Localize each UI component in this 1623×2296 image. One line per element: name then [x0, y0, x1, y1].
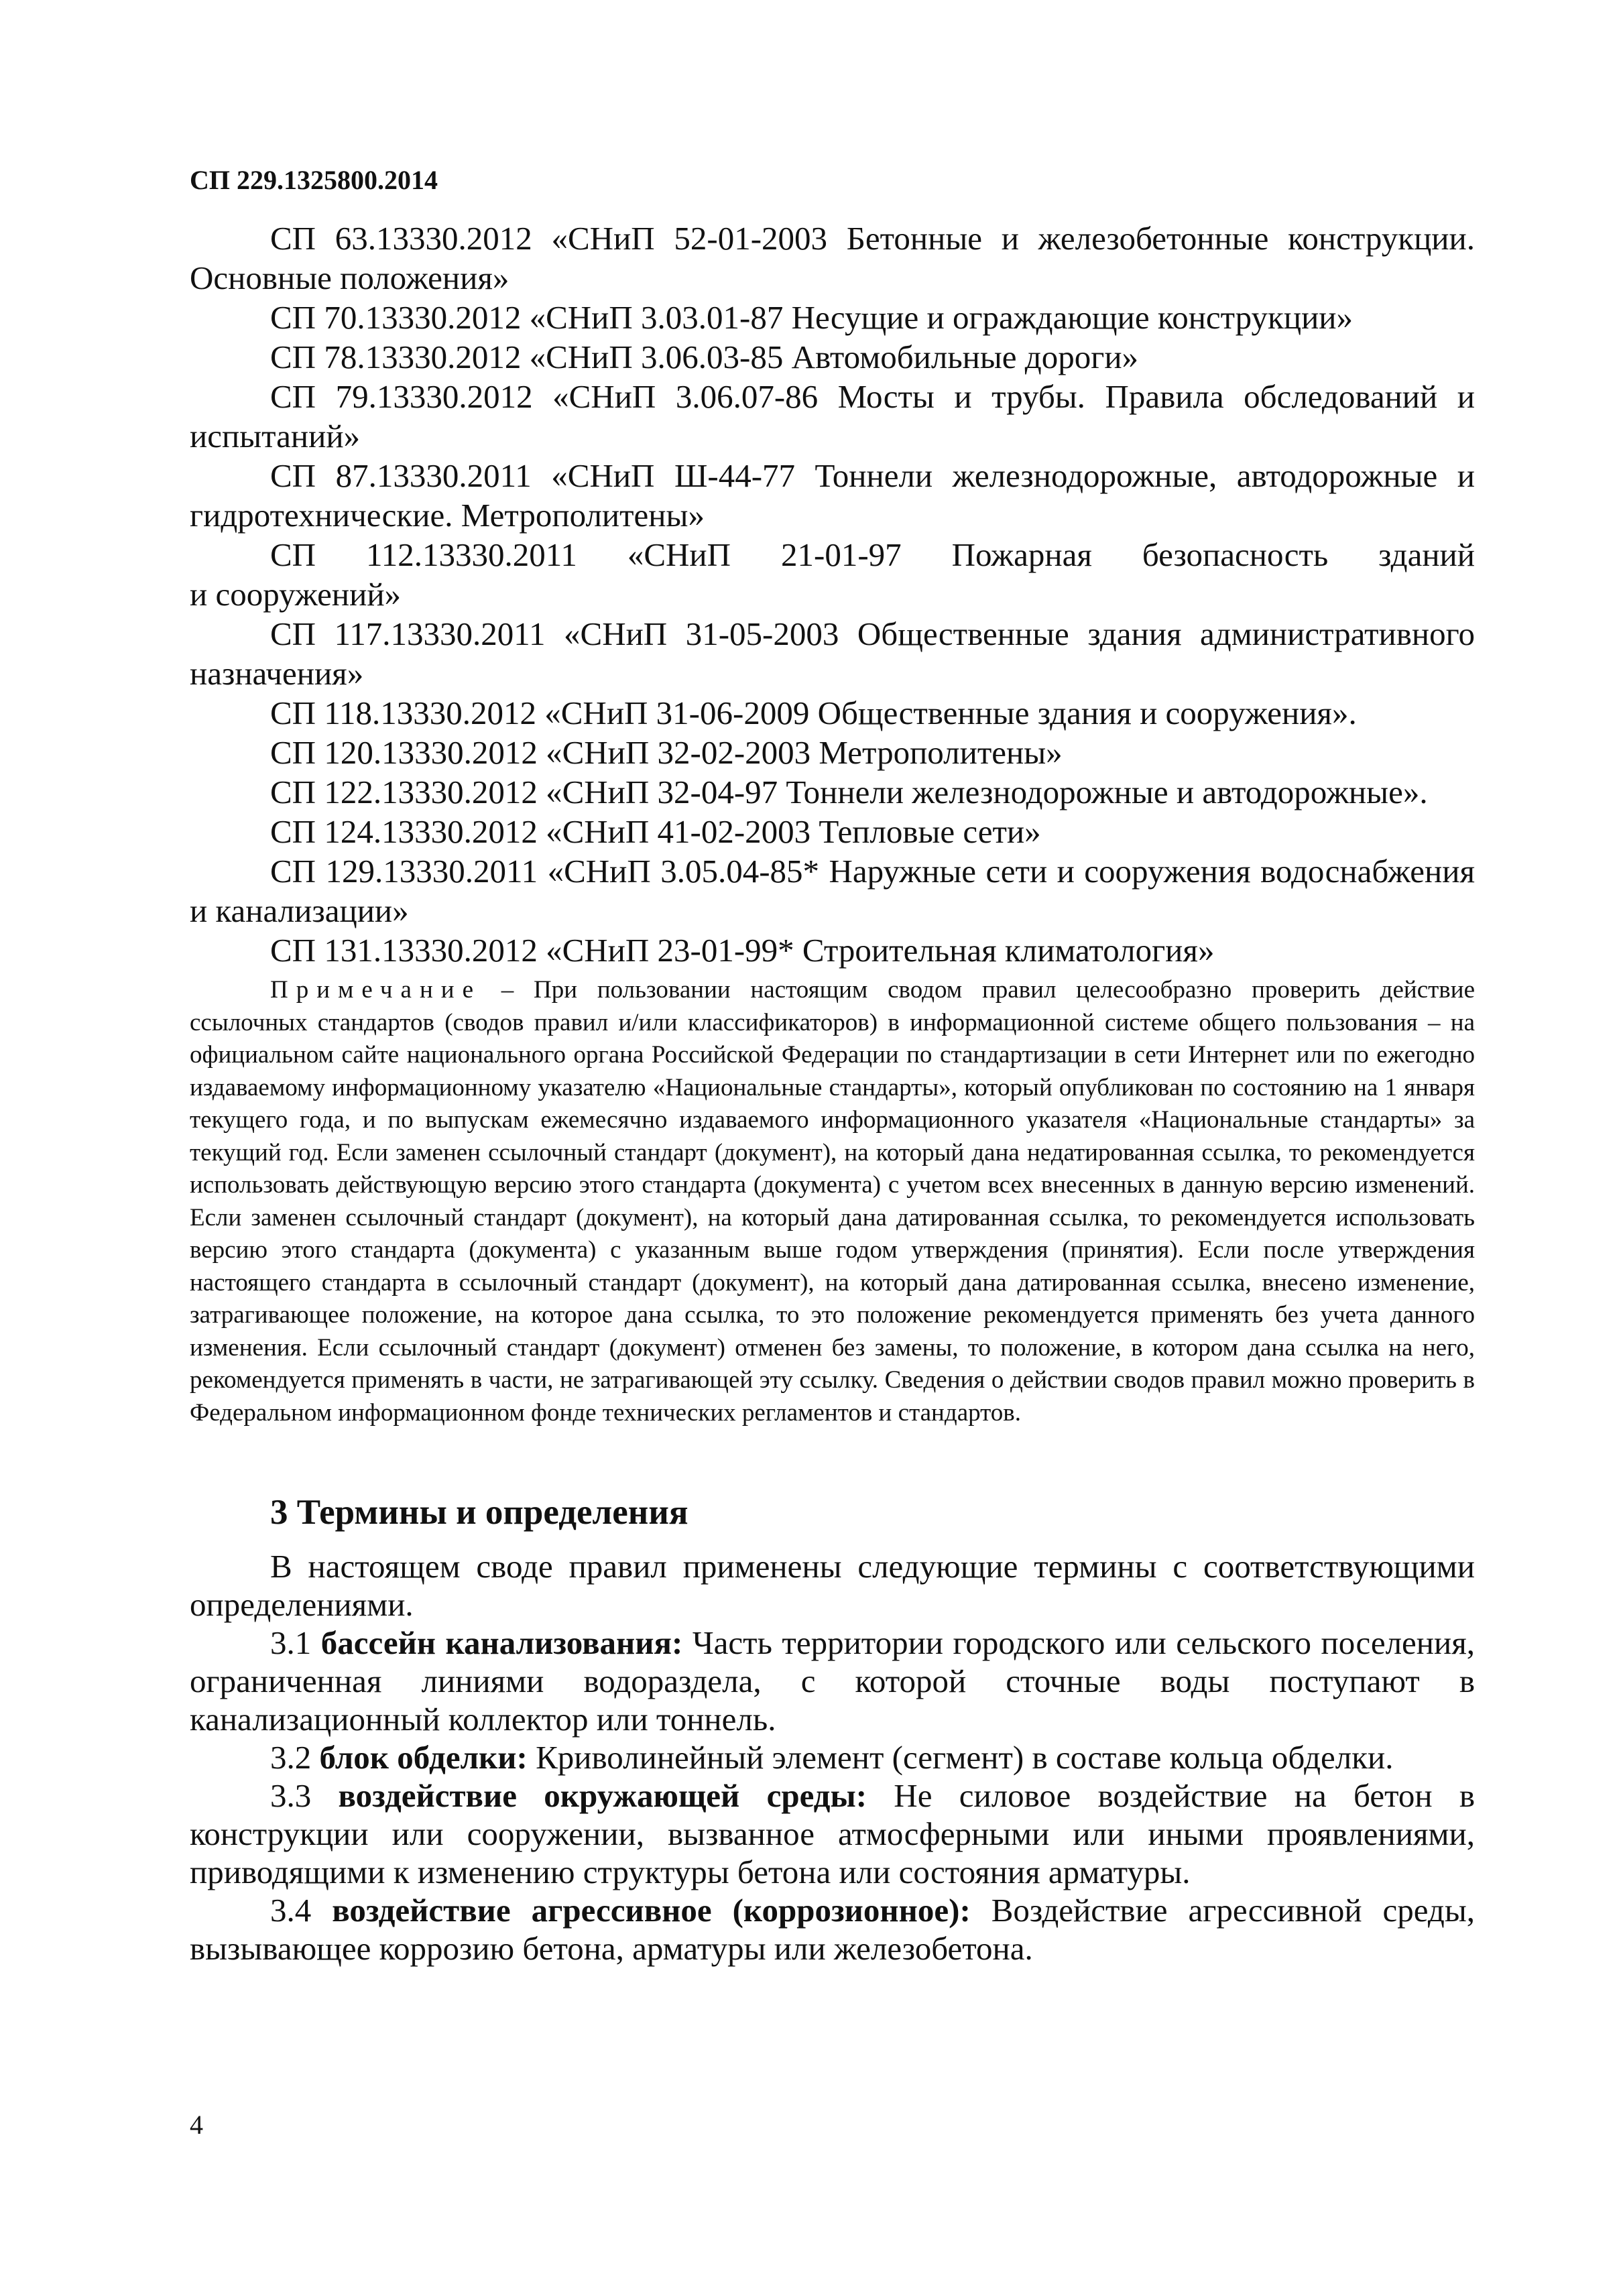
term-number: 3.2 [270, 1739, 320, 1776]
reference-item: СП 87.13330.2011 «СНиП Ш-44-77 Тоннели железнодорожные, автодорожные и гидротехнические. Метрополитены» [190, 457, 1475, 534]
note-text: – При пользовании настоящим сводом правил целесообразно проверить действие ссылочных стандартов (сводов правил и/или классификаторов) в информационной системе общего пользования – на официальном сайте национального органа Российской Федерации по стандартизации в сети Интернет или по ежегодно издаваемому информационному указателю «Национальные стандарты», который опубликован по состоянию на 1 января текущего года, и по выпускам ежемесячно издаваемого информационного указателя «Национальные стандарты» за текущий год. Если заменен ссылочный стандарт (документ), на который дана недатированная ссылка, то рекомендуется использовать действующую версию этого стандарта (документа) с учетом всех внесенных в данную версию изменений. Если заменен ссылочный стандарт (документ), на который дана датированная ссылка, то рекомендуется использовать версию этого стандарта (документа) с указанным выше годом утверждения (принятия). Если после утверждения настоящего стандарта в ссылочный стандарт (документ), на который дана датированная ссылка, внесено изменение, затрагивающее положение, на которое дана ссылка, то это положение рекомендуется применять без учета данного изменения. Если ссылочный стандарт (документ) отменен без замены, то положение, в котором дана ссылка на него, рекомендуется применять в части, не затрагивающей эту ссылку. Сведения о действии сводов правил можно проверить в Федеральном информационном фонде технических регламентов и стандартов. [190, 976, 1475, 1427]
term-definition [190, 1624, 1475, 1738]
term-name: блок обделки: [319, 1739, 528, 1776]
term-text: Не силовое воздействие на бетон в конструкции или сооружении, вызванное атмосферными или иными проявлениями, приводящими к изменению структуры бетона или состояния арматуры. [190, 1777, 1475, 1890]
reference-note [190, 974, 1475, 1429]
term-number: 3.4 [270, 1892, 333, 1929]
document-body [190, 219, 1475, 1968]
reference-item: СП 122.13330.2012 «СНиП 32-04-97 Тоннели железнодорожные и автодорожные». [270, 774, 1428, 810]
reference-item: СП 79.13330.2012 «СНиП 3.06.07-86 Мосты и трубы. Правила обследований и испытаний» [190, 378, 1475, 455]
term-name: бассейн канализования: [320, 1624, 683, 1661]
document-code: СП 229.1325800.2014 [190, 165, 438, 195]
term-number: 3.3 [270, 1777, 339, 1814]
term-number: 3.1 [270, 1624, 321, 1661]
reference-item: СП 70.13330.2012 «СНиП 3.03.01-87 Несущие и ограждающие конструкции» [270, 299, 1354, 336]
term-definition [190, 1776, 1475, 1891]
reference-list [190, 219, 1475, 970]
reference-item-continuation: и сооружений» [190, 576, 402, 613]
reference-item: СП 117.13330.2011 «СНиП 31-05-2003 Общественные здания административного назначения» [190, 615, 1475, 692]
reference-item: СП 129.13330.2011 «СНиП 3.05.04-85* Наружные сети и сооружения водоснабжения и канализации» [190, 853, 1475, 929]
reference-item: СП 124.13330.2012 «СНиП 41-02-2003 Тепловые сети» [270, 813, 1041, 850]
section-title: 3 Термины и определения [270, 1493, 688, 1532]
term-text: Часть территории городского или сельского поселения, ограниченная линиями водораздела, с которой сточные воды поступают в канализационный коллектор или тоннель. [190, 1624, 1475, 1738]
note-label: Примечание [270, 976, 481, 1004]
term-text: Криволинейный элемент (сегмент) в составе кольца обделки. [527, 1739, 1394, 1776]
reference-item: СП 118.13330.2012 «СНиП 31-06-2009 Общественные здания и сооружения». [270, 694, 1357, 731]
reference-item: СП 63.13330.2012 «СНиП 52-01-2003 Бетонные и железобетонные конструкции. Основные положения» [190, 220, 1475, 296]
term-name: воздействие агрессивное (коррозионное): [332, 1892, 971, 1929]
section-intro: В настоящем своде правил применены следующие термины с соответствующими определениями. [190, 1548, 1475, 1623]
term-text: Воздействие агрессивной среды, вызывающее коррозию бетона, арматуры или железобетона. [190, 1892, 1475, 1967]
term-name: воздействие окружающей среды: [338, 1777, 867, 1814]
reference-item: СП 112.13330.2011 «СНиП 21-01-97 Пожарная безопасность зданий [270, 536, 1475, 573]
reference-item: СП 120.13330.2012 «СНиП 32-02-2003 Метрополитены» [270, 734, 1063, 771]
reference-item: СП 131.13330.2012 «СНиП 23-01-99* Строительная климатология» [270, 932, 1215, 969]
reference-item: СП 78.13330.2012 «СНиП 3.06.03-85 Автомобильные дороги» [270, 339, 1139, 375]
term-definition [190, 1891, 1475, 1968]
term-definition [190, 1738, 1475, 1776]
page-number: 4 [190, 2110, 203, 2140]
